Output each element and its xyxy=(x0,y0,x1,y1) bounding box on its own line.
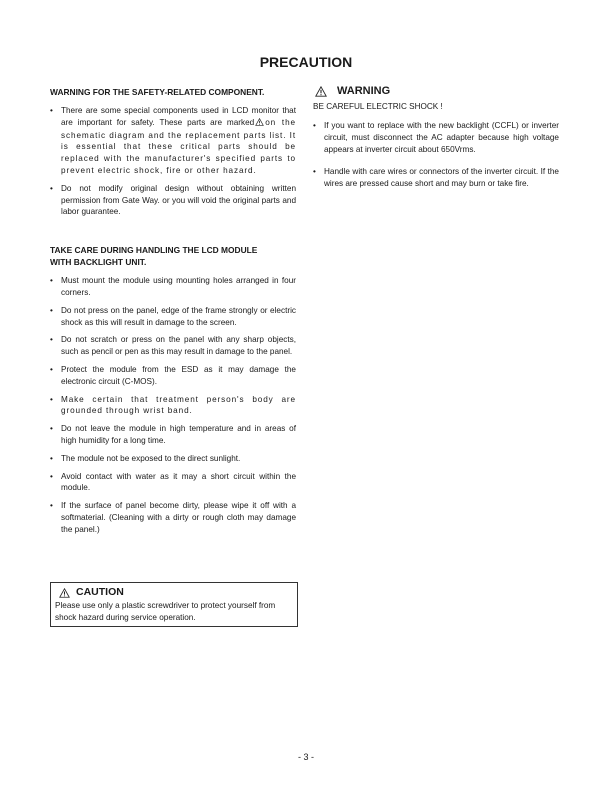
list-item: • Must mount the module using mounting holes arranged in four corners. xyxy=(50,275,296,299)
safety-list xyxy=(50,105,296,218)
safety-item-1-after: on the schematic diagram and the replacement parts list. It is essential that these critical parts should be replaced with the manufacturer's specified parts to prevent electric shock, fire or other hazard. xyxy=(61,117,296,175)
list-item: • If the surface of panel become dirty, please wipe it off with a softmaterial. (Cleaning with a dirty or rough cloth may damage the panel.) xyxy=(50,500,296,535)
caution-box xyxy=(50,582,298,627)
warning-subtitle: BE CAREFUL ELECTRIC SHOCK ! xyxy=(313,102,443,111)
warning-triangle-icon xyxy=(255,118,264,130)
safety-item-1-before: There are some special components used in LCD monitor that are important for safety. These parts are marked xyxy=(61,106,296,127)
list-item: • Do not leave the module in high temperature and in areas of high humidity for a long time. xyxy=(50,423,296,447)
list-item: • The module not be exposed to the direct sunlight. xyxy=(50,453,296,465)
list-item xyxy=(50,105,296,177)
left-column xyxy=(50,86,296,542)
right-column xyxy=(313,84,559,201)
caution-title-row xyxy=(55,586,293,599)
warning-title-row xyxy=(313,84,559,98)
list-item: • Make certain that treatment person's body are grounded through wrist band. xyxy=(50,394,296,418)
handling-heading-line1: TAKE CARE DURING HANDLING THE LCD MODULE xyxy=(50,245,258,256)
handling-heading xyxy=(50,244,296,268)
list-item: • Avoid contact with water as it may a short circuit within the module. xyxy=(50,471,296,495)
handling-section xyxy=(50,244,296,535)
page-title: PRECAUTION xyxy=(259,54,353,70)
warning-triangle-icon xyxy=(315,86,327,97)
page-number: - 3 - xyxy=(297,752,314,762)
list-item: • Handle with care wires or connectors of the inverter circuit. If the wires are pressed cause short and may burn or take fire. xyxy=(313,166,559,190)
safety-heading: WARNING FOR THE SAFETY-RELATED COMPONENT. xyxy=(50,87,265,97)
list-item: • If you want to replace with the new backlight (CCFL) or inverter circuit, must disconnect the AC adapter because high voltage appears at inverter circuit about 650Vrms. xyxy=(313,120,559,155)
list-item: • Do not modify original design without obtaining written permission from Gate Way. or you will void the original parts and labor guarantee. xyxy=(50,183,296,218)
warning-title: WARNING xyxy=(337,85,391,97)
warning-list xyxy=(313,120,559,190)
handling-list xyxy=(50,275,296,535)
list-item: • Protect the module from the ESD as it may damage the electronic circuit (C-MOS). xyxy=(50,364,296,388)
safety-section xyxy=(50,86,296,218)
list-item: • Do not scratch or press on the panel with any sharp objects, such as pencil or pen as this may result in damage to the panel. xyxy=(50,334,296,358)
caution-title: CAUTION xyxy=(76,586,124,598)
caution-text: Please use only a plastic screwdriver to protect yourself from shock hazard during service operation. xyxy=(55,601,276,622)
list-item: • Do not press on the panel, edge of the frame strongly or electric shock as this will result in damage to the screen. xyxy=(50,305,296,329)
caution-triangle-icon xyxy=(59,588,70,598)
handling-heading-line2: WITH BACKLIGHT UNIT. xyxy=(50,257,147,268)
